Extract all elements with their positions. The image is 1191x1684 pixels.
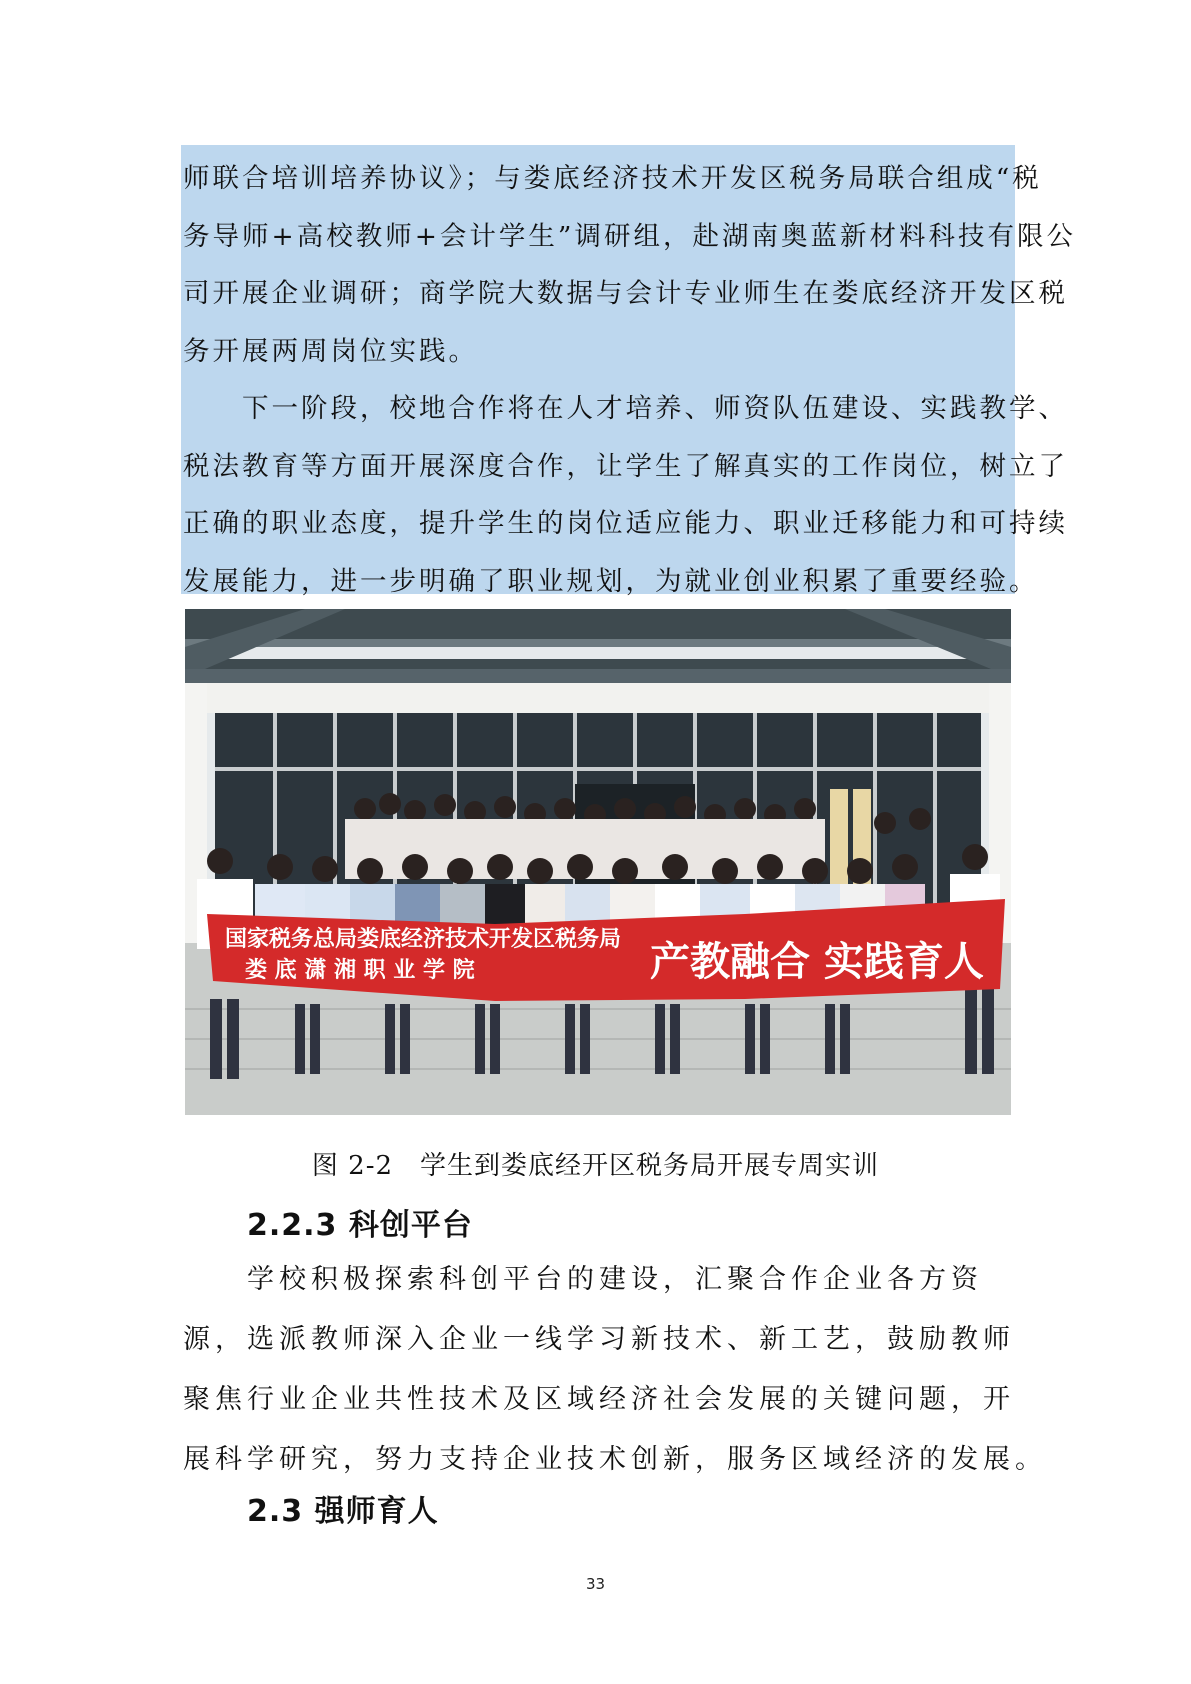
text-line: 师联合培训培养协议》；与娄底经济技术开发区税务局联合组成“税 xyxy=(183,163,1042,194)
text-line: 发展能力，进一步明确了职业规划，为就业创业积累了重要经验。 xyxy=(183,565,1039,597)
banner-line1: 国家税务总局娄底经济技术开发区税务局 xyxy=(225,927,622,952)
text-line: 正确的职业态度，提升学生的岗位适应能力、职业迁移能力和可持续 xyxy=(183,508,1068,539)
paragraph-cooperation xyxy=(183,150,1076,380)
paragraph-innovation-platform xyxy=(183,1250,1047,1490)
section-heading-2-3: 2.3 强师育人 xyxy=(247,1494,439,1529)
text-line: 展科学研究，努力支持企业技术创新，服务区域经济的发展。 xyxy=(183,1444,1047,1475)
paragraph-next-stage xyxy=(183,380,1068,610)
text-line: 学校积极探索科创平台的建设，汇聚合作企业各方资 xyxy=(183,1264,983,1295)
text-line: 务导师+高校教师+会计学生”调研组，赴湖南奥蓝新材料科技有限公 xyxy=(183,220,1076,252)
text-line: 税法教育等方面开展深度合作，让学生了解真实的工作岗位，树立了 xyxy=(183,450,1068,482)
text-line: 下一阶段，校地合作将在人才培养、师资队伍建设、实践教学、 xyxy=(183,393,1068,424)
text-line: 司开展企业调研；商学院大数据与会计专业师生在娄底经济开发区税 xyxy=(183,278,1068,309)
text-line: 源，选派教师深入企业一线学习新技术、新工艺，鼓励教师 xyxy=(183,1324,1015,1355)
banner-slogan: 产教融合 实践育人 xyxy=(650,939,984,985)
section-heading-2-2-3: 2.2.3 科创平台 xyxy=(247,1208,473,1243)
banner-line2: 娄 底 潇 湘 职 业 学 院 xyxy=(245,958,475,983)
text-line: 务开展两周岗位实践。 xyxy=(183,335,478,367)
figure-caption: 图 2-2 学生到娄底经开区税务局开展专周实训 xyxy=(311,1151,880,1181)
text-line: 聚焦行业企业共性技术及区域经济社会发展的关键问题，开 xyxy=(183,1384,1015,1415)
page-number: 33 xyxy=(585,1575,606,1593)
group-photo xyxy=(185,609,1011,1115)
